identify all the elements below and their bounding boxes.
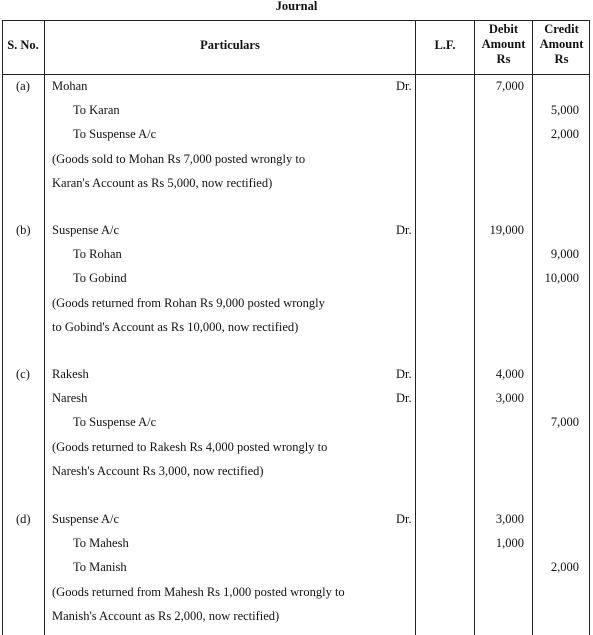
dr-marker: Dr.: [396, 367, 412, 381]
debit-amount: 4,000: [495, 367, 524, 381]
header-divider: [2, 74, 590, 75]
entry-sno: (a): [16, 79, 30, 93]
debit-amount: 1,000: [495, 536, 524, 550]
header-credit-line: Credit: [544, 22, 579, 36]
header-credit: [533, 22, 590, 67]
credit-amount: 7,000: [550, 415, 579, 429]
dr-marker: Dr.: [396, 512, 412, 526]
column-divider: [44, 20, 45, 635]
credit-amount: 10,000: [544, 271, 579, 285]
debit-amount: 3,000: [495, 391, 524, 405]
header-debit-line: Rs: [496, 52, 511, 66]
particulars-line: (Goods returned from Mahesh Rs 1,000 posted wrongly to: [52, 585, 345, 599]
particulars-line: Manish's Account as Rs 2,000, now rectified): [52, 609, 280, 623]
debit-amount: 19,000: [489, 223, 524, 237]
particulars-line: Mohan: [52, 79, 88, 93]
header-debit-line: Amount: [481, 37, 526, 51]
credit-amount: 5,000: [550, 103, 579, 117]
dr-marker: Dr.: [396, 391, 412, 405]
dr-marker: Dr.: [396, 79, 412, 93]
particulars-line: Rakesh: [52, 367, 89, 381]
particulars-line: (Goods returned from Rohan Rs 9,000 posted wrongly: [52, 296, 325, 310]
particulars-line: To Manish: [73, 560, 127, 574]
particulars-line: To Rohan: [73, 247, 122, 261]
header-debit: [475, 22, 532, 67]
dr-marker: Dr.: [396, 223, 412, 237]
particulars-line: (Goods sold to Mohan Rs 7,000 posted wrongly to: [52, 152, 306, 166]
debit-amount: 3,000: [495, 512, 524, 526]
particulars-line: To Gobind: [73, 271, 127, 285]
particulars-line: Naresh's Account Rs 3,000, now rectified): [52, 464, 264, 478]
particulars-line: (Goods returned to Rakesh Rs 4,000 posted wrongly to: [52, 440, 328, 454]
debit-amount: 7,000: [495, 79, 524, 93]
header-sno: S. No.: [7, 38, 39, 52]
particulars-line: Suspense A/c: [52, 512, 120, 526]
header-particulars: Particulars: [200, 38, 260, 52]
entry-sno: (b): [16, 223, 31, 237]
particulars-line: to Gobind's Account as Rs 10,000, now rectified): [52, 320, 299, 334]
header-credit-line: Amount: [539, 37, 584, 51]
credit-amount: 2,000: [550, 127, 579, 141]
credit-amount: 2,000: [550, 560, 579, 574]
entry-sno: (d): [16, 512, 31, 526]
credit-amount: 9,000: [550, 247, 579, 261]
page-title: Journal: [275, 0, 318, 13]
particulars-line: Suspense A/c: [52, 223, 120, 237]
header-debit-line: Debit: [488, 22, 519, 36]
particulars-line: To Karan: [73, 103, 120, 117]
particulars-line: Naresh: [52, 391, 88, 405]
particulars-line: To Mahesh: [73, 536, 129, 550]
header-lf: L.F.: [434, 38, 456, 52]
entry-sno: (c): [16, 367, 30, 381]
column-divider: [415, 20, 416, 635]
particulars-line: Karan's Account as Rs 5,000, now rectified): [52, 176, 273, 190]
particulars-line: To Suspense A/c: [73, 127, 157, 141]
particulars-line: To Suspense A/c: [73, 415, 157, 429]
header-credit-line: Rs: [554, 52, 569, 66]
